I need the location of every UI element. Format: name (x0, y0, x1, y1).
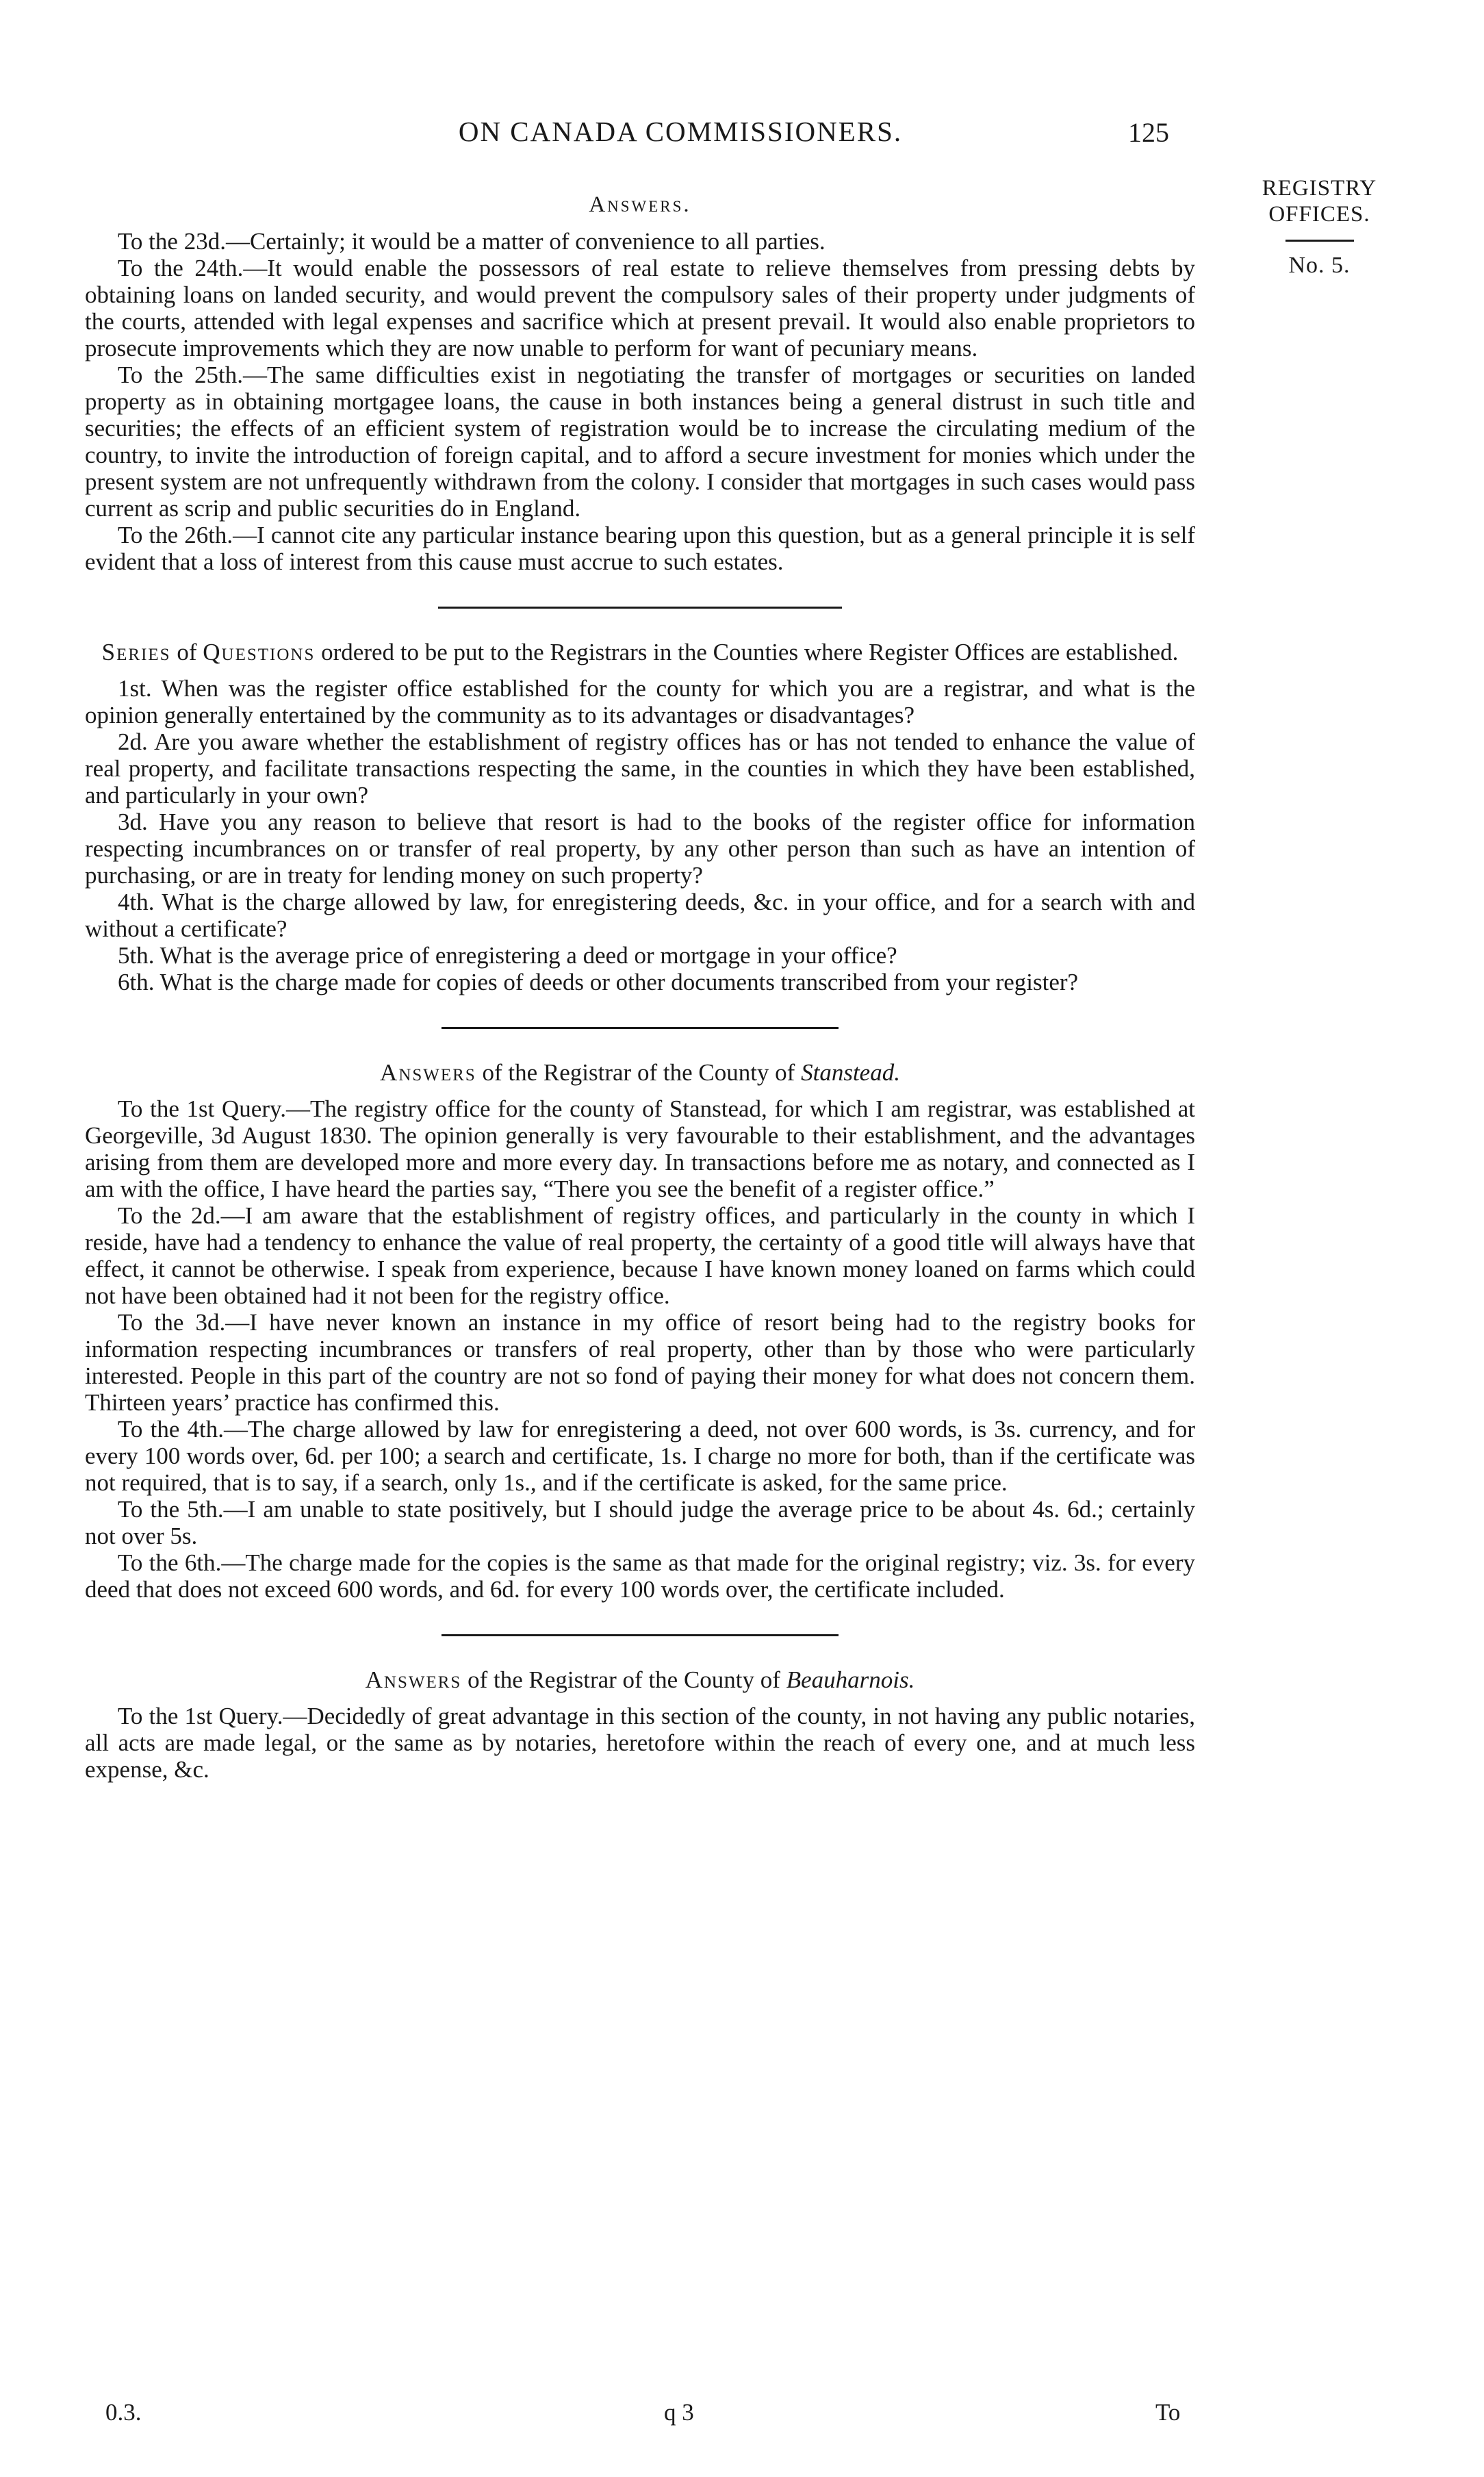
series-title-of: of (170, 639, 203, 665)
answer-paragraph: To the 2d.—I am aware that the establishment of registry offices, and particularly in the county in which I reside, have had a tendency to enhance the value of real property, the certainty of a good title will always have that effect, it cannot be otherwise. I speak from experience, because I have known money loaned on farms which could not have been obtained had it not been for the registry office. (85, 1202, 1195, 1309)
margin-note (1246, 175, 1393, 279)
section-divider (442, 1634, 839, 1636)
answer-paragraph: To the 4th.—The charge allowed by law for enregistering a deed, not over 600 words, is 3s. currency, and for every 100 words over, 6d. per 100; a search and certificate, 1s. I charge no more for both, than if the certificate was not required, that is to say, if a search, only 1s., and if the certificate is asked, for the same price. (85, 1416, 1195, 1496)
stanstead-heading-rest: of the Registrar of the County of (476, 1059, 802, 1086)
series-title-rest: ordered to be put to the Registrars in the Counties where Register Offices are established. (315, 639, 1179, 665)
answer-paragraph: To the 23d.—Certainly; it would be a matter of convenience to all parties. (118, 228, 826, 255)
question-item: 2d. Are you aware whether the establishment of registry offices has or has not tended to enhance the value of real property, and facilitate transactions respecting the same, in the counties in which they have been established, and particularly in your own? (85, 728, 1195, 809)
answer-paragraph: To the 25th.—The same difficulties exist in negotiating the transfer of mortgages or securities on landed property as in obtaining mortgagee loans, the cause in both instances being a general distrust in such title and securities; the effects of an efficient system of registration would be to increase the circulating medium of the country, to invite the introduction of foreign capital, and to afford a secure investment for monies which under the present system are not unfrequently withdrawn from the colony. I consider that mortgages in such cases would pass current as scrip and public securities do in England. (85, 361, 1195, 522)
answer-paragraph: To the 3d.—I have never known an instance in my office of resort being had to the registry books for information respecting incumbrances or transfers of real property, other than by those who were particularly interested. People in this part of the country are not so fond of paying their money for what does not concern them. Thirteen years’ practice has confirmed this. (85, 1309, 1195, 1416)
beauharnois-heading-rest: of the Registrar of the County of (461, 1666, 786, 1693)
beauharnois-heading (85, 1666, 1195, 1693)
margin-divider (1285, 240, 1354, 242)
signature-mark-left: 0.3. (105, 2399, 142, 2426)
series-title-word-1: Series (101, 639, 171, 665)
section-divider (438, 607, 842, 609)
answers-heading: Answers. (589, 192, 691, 217)
answer-paragraph: To the 5th.—I am unable to state positively, but I should judge the average price to be about 4s. 6d.; certainly not over 5s. (85, 1496, 1195, 1549)
stanstead-section (85, 1059, 1195, 1603)
question-item: 4th. What is the charge allowed by law, for enregistering deeds, &c. in your office, and for a search with and without a certificate? (85, 889, 1195, 942)
stanstead-heading-place: Stanstead. (801, 1059, 900, 1086)
beauharnois-heading-place: Beauharnois. (786, 1666, 915, 1693)
question-item: 3d. Have you any reason to believe that resort is had to the books of the register office for information respecting incumbrances on or transfer of real property, by any other person than such as have an intention of purchasing, or are in treaty for lending money on such property? (85, 809, 1195, 889)
signature-mark-mid: q 3 (664, 2399, 694, 2426)
answer-paragraph: To the 24th.—It would enable the possessors of real estate to relieve themselves from pressing debts by obtaining loans on landed security, and would prevent the compulsory sales of their property under judgments of the courts, attended with legal expenses and sacrifice which at present prevail. It would also enable proprietors to prosecute improvements which they are now unable to perform for want of pecuniary means. (85, 255, 1195, 361)
stanstead-heading (85, 1059, 1195, 1086)
question-item: 6th. What is the charge made for copies of deeds or other documents transcribed from your register? (118, 969, 1079, 995)
document-body (85, 192, 1195, 1783)
beauharnois-heading-word: Answers (365, 1666, 462, 1693)
series-title-word-2: Questions (203, 639, 316, 665)
stanstead-heading-word: Answers (380, 1059, 476, 1086)
margin-doc-number: No. 5. (1288, 253, 1351, 278)
answers-section (85, 192, 1195, 575)
answer-paragraph: To the 6th.—The charge made for the copies is the same as that made for the original registry; viz. 3s. for every deed that does not exceed 600 words, and 6d. for every 100 words over, the certificate included. (85, 1549, 1195, 1603)
answer-paragraph: To the 1st Query.—The registry office for the county of Stanstead, for which I am registrar, was established at Georgeville, 3d August 1830. The opinion generally is very favourable to their establishment, and the advantages arising from them are developed more and more every day. In transactions before me as notary, and connected as I am with the office, I have heard the parties say, “There you see the benefit of a register office.” (85, 1095, 1195, 1202)
catchword: To (1155, 2399, 1181, 2426)
margin-note-line-1: REGISTRY (1262, 176, 1377, 201)
beauharnois-section (85, 1666, 1195, 1783)
series-title (85, 639, 1195, 665)
series-section (85, 639, 1195, 995)
question-item: 1st. When was the register office established for the county for which you are a registrar, and what is the opinion generally entertained by the community as to its advantages or disadvantages? (85, 675, 1195, 728)
answer-paragraph: To the 26th.—I cannot cite any particular instance bearing upon this question, but as a general principle it is self evident that a loss of interest from this cause must accrue to such estates. (85, 522, 1195, 575)
answer-paragraph: To the 1st Query.—Decidedly of great advantage in this section of the county, in not having any public notaries, all acts are made legal, or the same as by notaries, heretofore within the reach of every one, and at much less expense, &c. (85, 1703, 1195, 1783)
running-title: ON CANADA COMMISSIONERS. (458, 116, 903, 147)
margin-note-line-2: OFFICES. (1268, 202, 1370, 227)
page-number: 125 (1128, 117, 1169, 148)
section-divider (442, 1027, 839, 1029)
question-item: 5th. What is the average price of enregistering a deed or mortgage in your office? (118, 942, 897, 969)
